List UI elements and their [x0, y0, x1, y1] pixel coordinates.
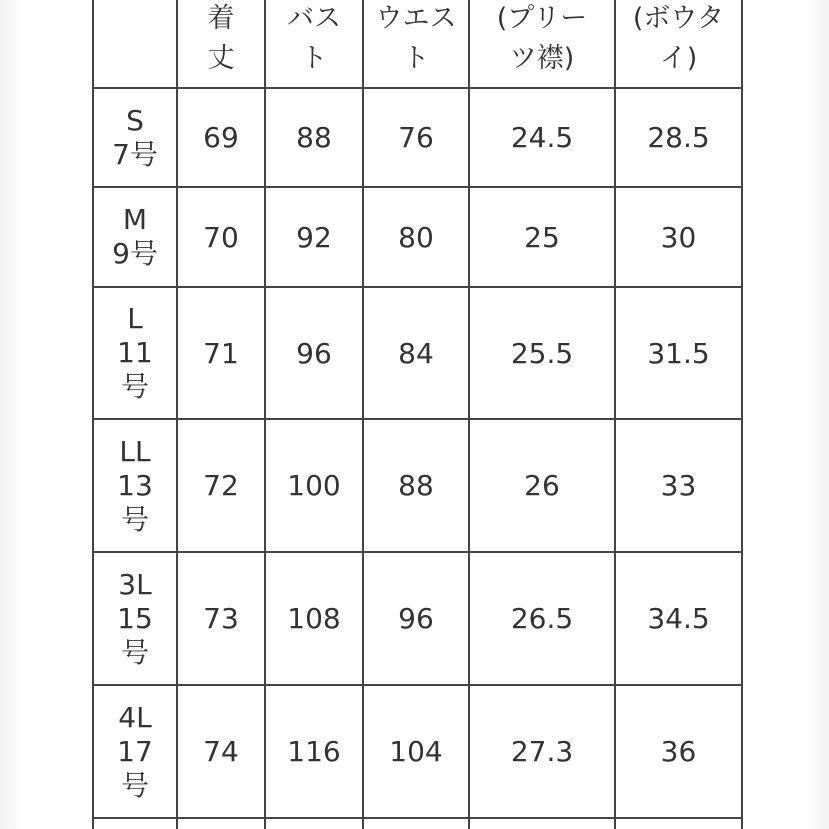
table-row: [93, 88, 742, 187]
size-chart-table: [92, 0, 743, 829]
value-cell: 100: [265, 419, 363, 552]
table-row-partial: [93, 818, 742, 829]
value-cell: 71: [177, 287, 265, 419]
value-cell: 26: [469, 419, 615, 552]
header-cell-length: 着 丈: [177, 0, 265, 88]
header-cell-pleat-collar: (プリー ツ襟): [469, 0, 615, 88]
value-cell: [615, 818, 742, 829]
header-cell-blank: [93, 0, 177, 88]
size-label-cell: 3L 15 号: [93, 552, 177, 685]
header-cell-waist: ウエス ト: [363, 0, 469, 88]
value-cell: 104: [363, 685, 469, 818]
table-row: [93, 187, 742, 287]
value-cell: 88: [265, 88, 363, 187]
value-cell: 33: [615, 419, 742, 552]
header-cell-bow-tie: (ボウタ イ): [615, 0, 742, 88]
value-cell: 92: [265, 187, 363, 287]
right-edge-shadow: [807, 0, 829, 829]
value-cell: 70: [177, 187, 265, 287]
value-cell: 27.3: [469, 685, 615, 818]
value-cell: 36: [615, 685, 742, 818]
table-row: [93, 287, 742, 419]
table-row: [93, 685, 742, 818]
value-cell: [363, 818, 469, 829]
value-cell: 25: [469, 187, 615, 287]
size-label-cell: L 11 号: [93, 287, 177, 419]
value-cell: 88: [363, 419, 469, 552]
value-cell: [177, 818, 265, 829]
value-cell: [265, 818, 363, 829]
value-cell: 24.5: [469, 88, 615, 187]
size-label-cell: S 7号: [93, 88, 177, 187]
value-cell: 72: [177, 419, 265, 552]
value-cell: 76: [363, 88, 469, 187]
value-cell: 25.5: [469, 287, 615, 419]
value-cell: 69: [177, 88, 265, 187]
value-cell: 80: [363, 187, 469, 287]
value-cell: 31.5: [615, 287, 742, 419]
value-cell: 116: [265, 685, 363, 818]
value-cell: 96: [363, 552, 469, 685]
value-cell: 73: [177, 552, 265, 685]
table-row: [93, 552, 742, 685]
header-cell-bust: バス ト: [265, 0, 363, 88]
size-label-cell: 4L 17 号: [93, 685, 177, 818]
table-row: [93, 419, 742, 552]
value-cell: [469, 818, 615, 829]
value-cell: 30: [615, 187, 742, 287]
value-cell: 34.5: [615, 552, 742, 685]
value-cell: 28.5: [615, 88, 742, 187]
value-cell: 108: [265, 552, 363, 685]
value-cell: 84: [363, 287, 469, 419]
value-cell: 26.5: [469, 552, 615, 685]
size-label-cell: [93, 818, 177, 829]
left-edge-shadow: [0, 0, 22, 829]
size-label-cell: LL 13 号: [93, 419, 177, 552]
size-label-cell: M 9号: [93, 187, 177, 287]
value-cell: 96: [265, 287, 363, 419]
header-row: [93, 0, 742, 88]
value-cell: 74: [177, 685, 265, 818]
